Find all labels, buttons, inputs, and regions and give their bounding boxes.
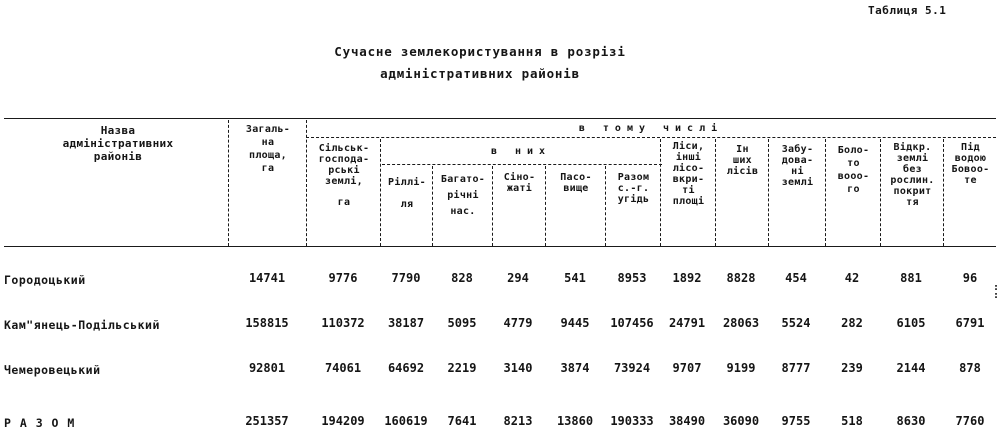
table-cell: 6105 (896, 316, 926, 330)
col-sep (228, 120, 229, 246)
header-swamps: Боло- то вооо- го (837, 145, 870, 195)
col-sep (380, 139, 381, 246)
table-cell: 878 (959, 361, 981, 375)
header-forest: Ліси, інші лісо- вкри- ті площі (672, 141, 705, 207)
table-cell: 1892 (672, 271, 702, 285)
table-cell: 3140 (503, 361, 533, 375)
header-perennial: Багато- річні нас. (440, 174, 486, 217)
col-sep (492, 166, 493, 246)
table-cell: 38490 (668, 414, 706, 428)
table-cell: 7641 (447, 414, 477, 428)
row-name: Чемеровецький (4, 363, 101, 377)
table-cell: 9755 (781, 414, 811, 428)
table-cell: 251357 (245, 414, 289, 428)
table-cell: 4779 (503, 316, 533, 330)
table-cell: 294 (507, 271, 529, 285)
table-cell: 5524 (781, 316, 811, 330)
table-cell: 8213 (503, 414, 533, 428)
header-water: Під водою Бовоо- те (951, 142, 990, 186)
header-bottom-rule (4, 246, 996, 247)
row-name: Городоцький (4, 273, 86, 287)
header-agricultural: Сільськ- господа- рські землі, га (318, 143, 370, 208)
col-sep (880, 139, 881, 246)
table-caption: Таблиця 5.1 (868, 4, 947, 17)
table-cell: 160619 (384, 414, 428, 428)
table-cell: 7760 (955, 414, 985, 428)
subheader-rule-2 (382, 164, 662, 165)
table-cell: 9707 (672, 361, 702, 375)
table-cell: 282 (841, 316, 863, 330)
table-cell: 3874 (560, 361, 590, 375)
col-sep (660, 139, 661, 246)
table-cell: 8630 (896, 414, 926, 428)
col-sep (768, 139, 769, 246)
table-top-rule (4, 118, 996, 119)
table-cell: 190333 (610, 414, 654, 428)
table-cell: 24791 (668, 316, 706, 330)
header-hayfields: Сіно- жаті (503, 172, 536, 194)
table-cell: 42 (844, 271, 860, 285)
table-cell: 96 (962, 271, 978, 285)
table-cell: 74061 (324, 361, 362, 375)
header-district: Назва адміністративних районів (62, 124, 174, 163)
table-cell: 9199 (726, 361, 756, 375)
table-cell: 14741 (248, 271, 286, 285)
table-cell: 518 (841, 414, 863, 428)
col-sep (825, 139, 826, 246)
header-pastures: Пасо- вище (560, 172, 592, 194)
table-cell: 881 (900, 271, 922, 285)
header-built: Забу- дова- ні землі (781, 144, 814, 188)
table-cell: 6791 (955, 316, 985, 330)
table-cell: 110372 (321, 316, 365, 330)
table-cell: 28063 (722, 316, 760, 330)
header-other-forest: Ін ших лісів (726, 144, 759, 177)
col-sep (943, 139, 944, 246)
table-cell: 7790 (391, 271, 421, 285)
table-cell: 64692 (387, 361, 425, 375)
table-title-line1: Сучасне землекористування в розрізі (334, 44, 626, 59)
table-cell: 8828 (726, 271, 756, 285)
col-sep (715, 139, 716, 246)
table-cell: 2144 (896, 361, 926, 375)
header-open-lands: Відкр. землі без рослин. покрит тя (890, 142, 935, 208)
table-cell: 9445 (560, 316, 590, 330)
table-cell: 158815 (245, 316, 289, 330)
header-total-agri: Разом с.-г. угідь (617, 172, 650, 205)
table-title-line2: адміністративних районів (380, 66, 580, 81)
table-cell: 8777 (781, 361, 811, 375)
col-sep (306, 120, 307, 246)
col-sep (605, 166, 606, 246)
header-total-area: Загаль- на площа, га (245, 124, 291, 174)
margin-mark: : : (993, 282, 1000, 301)
table-cell: 36090 (722, 414, 760, 428)
table-cell: 2219 (447, 361, 477, 375)
subheader-rule-1 (306, 137, 996, 138)
table-cell: 73924 (613, 361, 651, 375)
table-cell: 8953 (617, 271, 647, 285)
table-cell: 828 (451, 271, 473, 285)
header-of-them: в них (490, 146, 552, 157)
table-cell: 38187 (387, 316, 425, 330)
header-arable: Ріллі- ля (388, 177, 426, 210)
table-cell: 541 (564, 271, 586, 285)
table-cell: 107456 (610, 316, 654, 330)
table-cell: 5095 (447, 316, 477, 330)
row-name: Кам"янець-Подільський (4, 318, 160, 332)
col-sep (432, 166, 433, 246)
table-cell: 13860 (556, 414, 594, 428)
table-cell: 9776 (328, 271, 358, 285)
table-cell: 92801 (248, 361, 286, 375)
col-sep (545, 166, 546, 246)
header-in-that-number: в тому числі (578, 123, 724, 134)
row-name-total: Р А З О М (4, 416, 76, 430)
table-cell: 454 (785, 271, 807, 285)
table-cell: 239 (841, 361, 863, 375)
table-cell: 194209 (321, 414, 365, 428)
